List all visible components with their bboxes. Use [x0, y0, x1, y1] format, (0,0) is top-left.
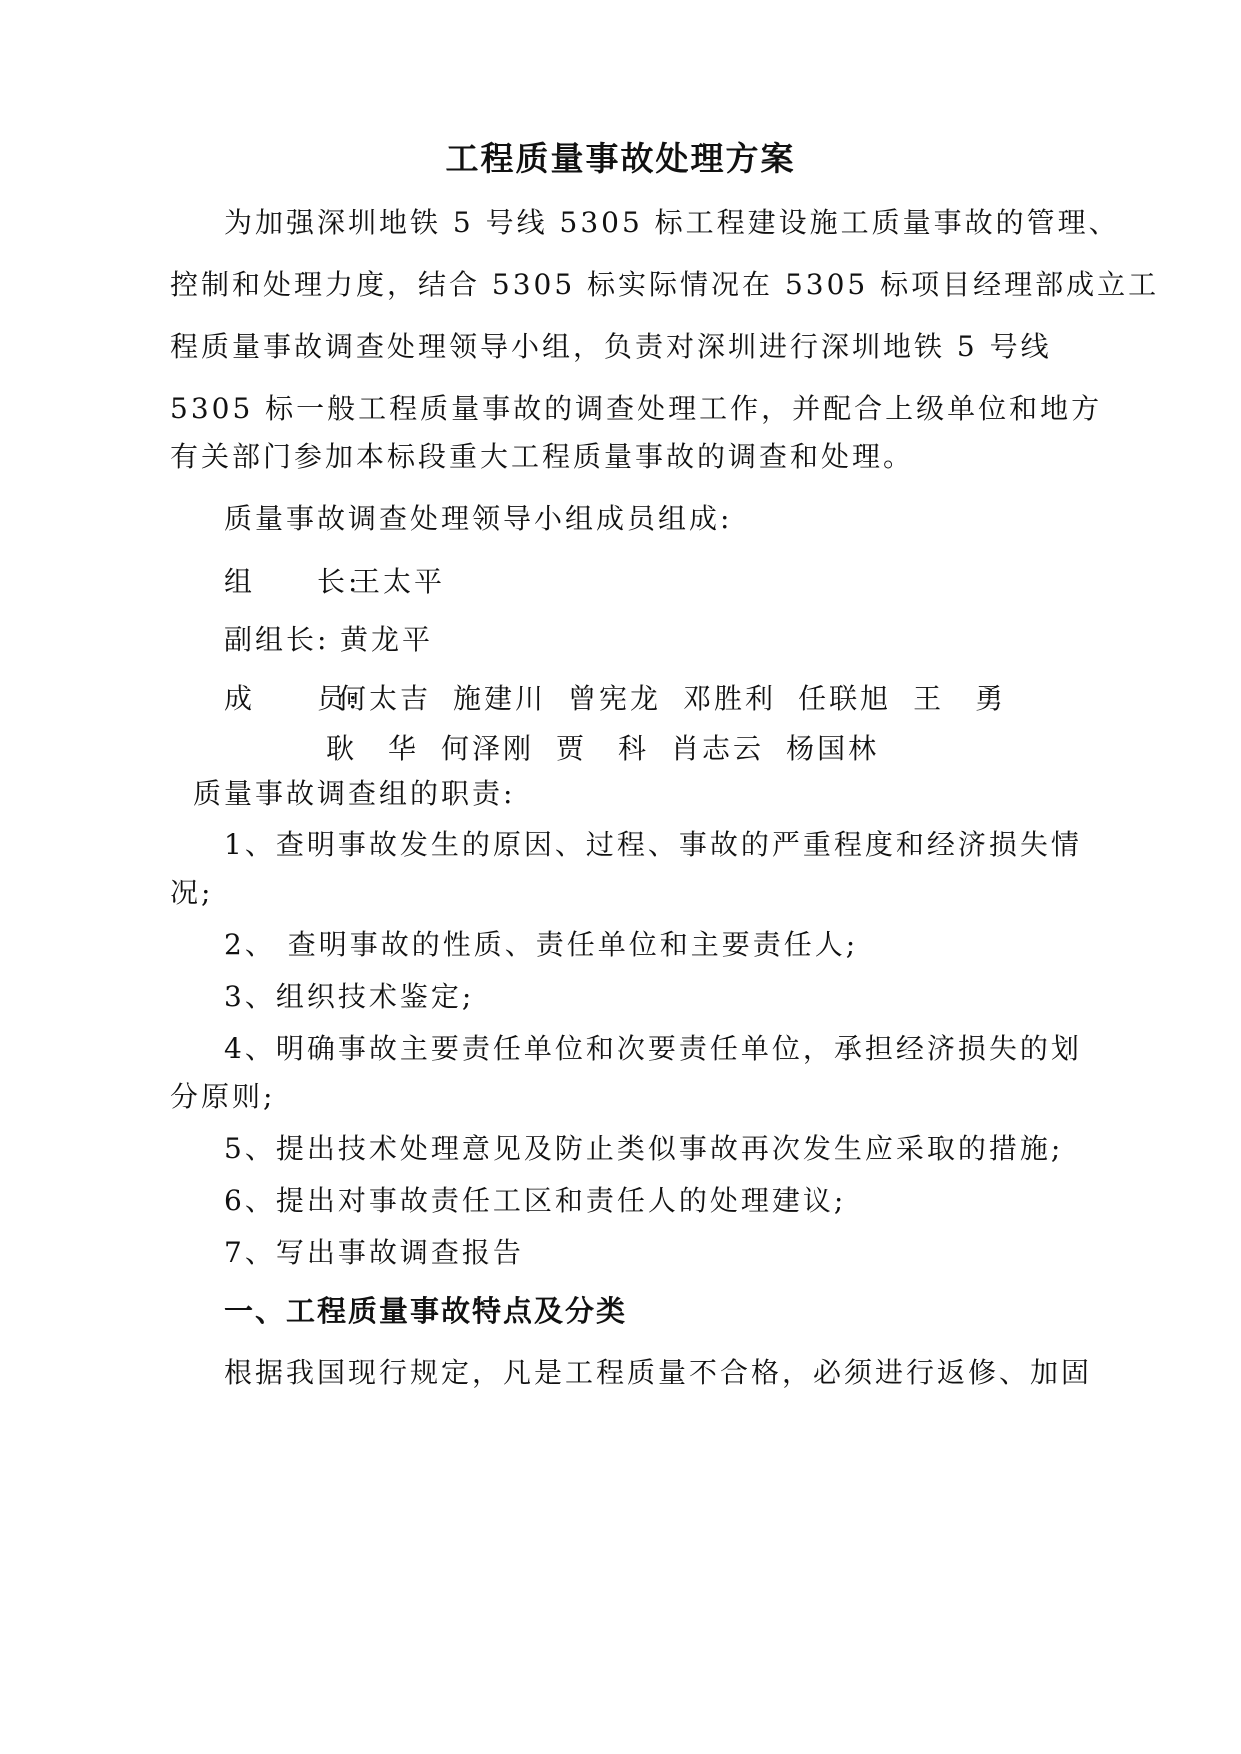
duty-1-line-2: 况;: [170, 876, 214, 909]
team-intro: 质量事故调查处理领导小组成员组成:: [224, 502, 733, 535]
member-name: 何太吉: [338, 682, 432, 715]
member-name: 邓胜利: [683, 682, 777, 715]
leader-row: [224, 562, 445, 602]
page-title: 工程质量事故处理方案: [445, 139, 796, 178]
duty-6: 6、提出对事故责任工区和责任人的处理建议;: [224, 1184, 847, 1217]
duty-5: 5、提出技术处理意见及防止类似事故再次发生应采取的措施;: [224, 1132, 1064, 1165]
leader-label: 组 长:: [224, 565, 361, 598]
member-name: 何泽刚: [441, 732, 535, 765]
members-row-2: [326, 729, 879, 769]
intro-line-1: 为加强深圳地铁 5 号线 5305 标工程建设施工质量事故的管理、: [224, 206, 1120, 239]
duty-7: 7、写出事故调查报告: [224, 1236, 524, 1269]
deputy-label: 副组长:: [224, 623, 330, 656]
duties-title: 质量事故调查组的职责:: [193, 777, 516, 810]
members-label: 成 员:: [224, 682, 361, 715]
member-name: 贾 科: [556, 732, 650, 765]
intro-line-5: 有关部门参加本标段重大工程质量事故的调查和处理。: [170, 440, 915, 473]
deputy-row: [224, 620, 433, 660]
intro-line-2: 控制和处理力度，结合 5305 标实际情况在 5305 标项目经理部成立工: [170, 268, 1160, 301]
section-1-body-line-1: 根据我国现行规定，凡是工程质量不合格，必须进行返修、加固: [224, 1356, 1093, 1389]
member-name: 耿 华: [326, 732, 420, 765]
duty-4-line-1: 4、明确事故主要责任单位和次要责任单位，承担经济损失的划: [224, 1032, 1082, 1065]
member-name: 曾宪龙: [568, 682, 662, 715]
member-name: 王 勇: [913, 682, 1007, 715]
duty-3: 3、组织技术鉴定;: [224, 980, 475, 1013]
member-name: 施建川: [453, 682, 547, 715]
intro-line-4: 5305 标一般工程质量事故的调查处理工作，并配合上级单位和地方: [170, 392, 1103, 425]
member-name: 任联旭: [798, 682, 892, 715]
duty-2: 2、 查明事故的性质、责任单位和主要责任人;: [224, 928, 859, 961]
duty-4-line-2: 分原则;: [170, 1080, 276, 1113]
duty-1-line-1: 1、查明事故发生的原因、过程、事故的严重程度和经济损失情: [224, 828, 1082, 861]
member-name: 杨国林: [786, 732, 880, 765]
intro-line-3: 程质量事故调查处理领导小组，负责对深圳进行深圳地铁 5 号线: [170, 330, 1052, 363]
members-row-1: [224, 679, 1006, 719]
deputy-name: 黄龙平: [340, 623, 434, 656]
member-name: 肖志云: [671, 732, 765, 765]
leader-name: 王太平: [352, 565, 446, 598]
section-1-heading: 一、工程质量事故特点及分类: [224, 1294, 628, 1328]
